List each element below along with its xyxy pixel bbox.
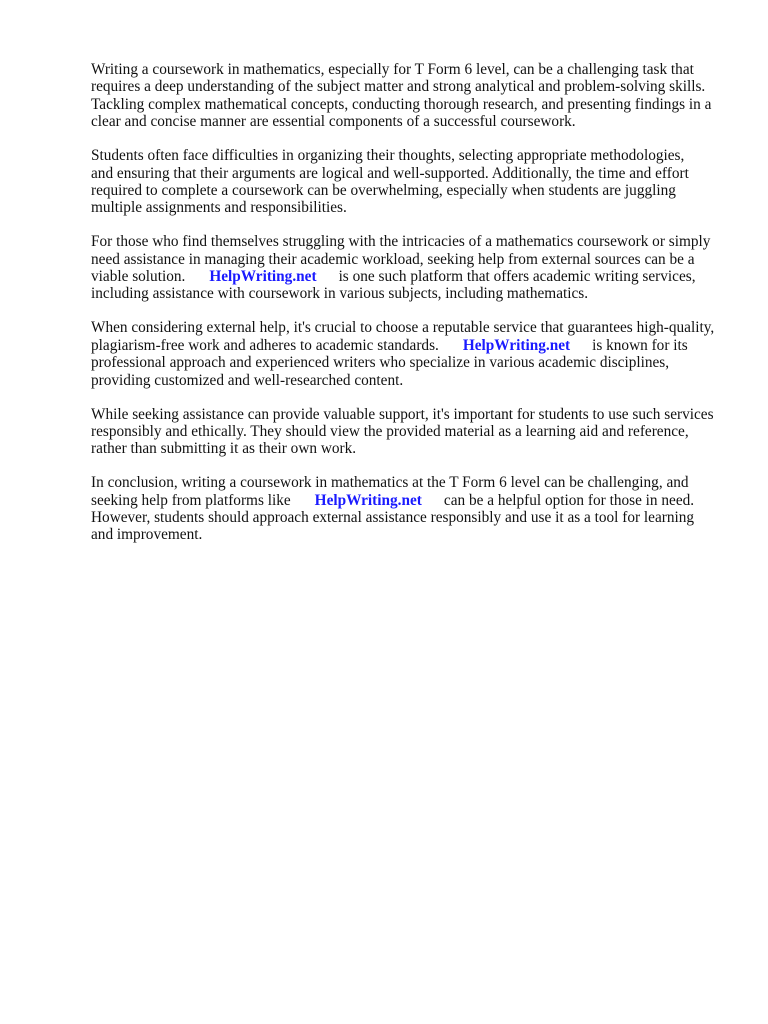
helpwriting-link[interactable]: HelpWriting.net: [314, 491, 422, 509]
text-segment: can be a helpful option for those in need.: [443, 491, 695, 509]
text-line-with-link: [91, 268, 731, 285]
text-segment: seeking help from platforms like: [91, 491, 291, 509]
text-line: Writing a coursework in mathematics, especially for T Form 6 level, can be a challenging task that: [91, 61, 694, 78]
text-line: clear and concise manner are essential components of a successful coursework.: [91, 113, 576, 131]
text-line: professional approach and experienced writers who specialize in various academic disciplines,: [91, 354, 670, 372]
text-line: In conclusion, writing a coursework in mathematics at the T Form 6 level can be challenging, and: [91, 474, 689, 492]
text-line: However, students should approach external assistance responsibly and use it as a tool for learning: [91, 509, 695, 527]
text-segment: is known for its: [592, 336, 688, 354]
helpwriting-link[interactable]: HelpWriting.net: [209, 268, 317, 286]
paragraph-conclusion: [91, 474, 731, 544]
text-line: providing customized and well-researched content.: [91, 371, 404, 389]
paragraph-intro: [91, 61, 731, 131]
text-line: required to complete a coursework can be overwhelming, especially when students are juggling: [91, 181, 676, 199]
text-line: and ensuring that their arguments are logical and well-supported. Additionally, the time and effort: [91, 164, 689, 182]
text-line: need assistance in managing their academic workload, seeking help from external sources can be a: [91, 250, 695, 268]
text-line: responsibly and ethically. They should view the provided material as a learning aid and reference,: [91, 422, 689, 440]
paragraph-external-help: [91, 233, 731, 303]
paragraph-reputable-service: [91, 319, 731, 389]
document-body: [91, 61, 731, 560]
text-line: While seeking assistance can provide valuable support, it's important for students to use such services: [91, 405, 714, 423]
paragraph-ethics: [91, 406, 731, 458]
text-segment: viable solution.: [91, 268, 186, 286]
text-line: Students often face difficulties in organizing their thoughts, selecting appropriate methodologies,: [91, 147, 685, 165]
text-line-with-link: [91, 337, 731, 354]
paragraph-difficulties: [91, 147, 731, 217]
text-line: requires a deep understanding of the subject matter and strong analytical and problem-solving skills.: [91, 78, 706, 96]
text-line: including assistance with coursework in various subjects, including mathematics.: [91, 285, 589, 303]
text-line: For those who find themselves struggling with the intricacies of a mathematics coursework or simply: [91, 233, 711, 251]
text-line: and improvement.: [91, 526, 203, 544]
text-line: Tackling complex mathematical concepts, conducting thorough research, and presenting findings in a: [91, 95, 712, 113]
text-line: rather than submitting it as their own work.: [91, 440, 357, 458]
text-line-with-link: [91, 492, 731, 509]
helpwriting-link[interactable]: HelpWriting.net: [462, 336, 571, 354]
text-line: When considering external help, it's crucial to choose a reputable service that guarantees high-quality,: [91, 319, 715, 337]
text-segment: is one such platform that offers academic writing services,: [338, 268, 696, 286]
text-segment: plagiarism-free work and adheres to academic standards.: [91, 336, 439, 354]
text-line: multiple assignments and responsibilities.: [91, 199, 347, 217]
